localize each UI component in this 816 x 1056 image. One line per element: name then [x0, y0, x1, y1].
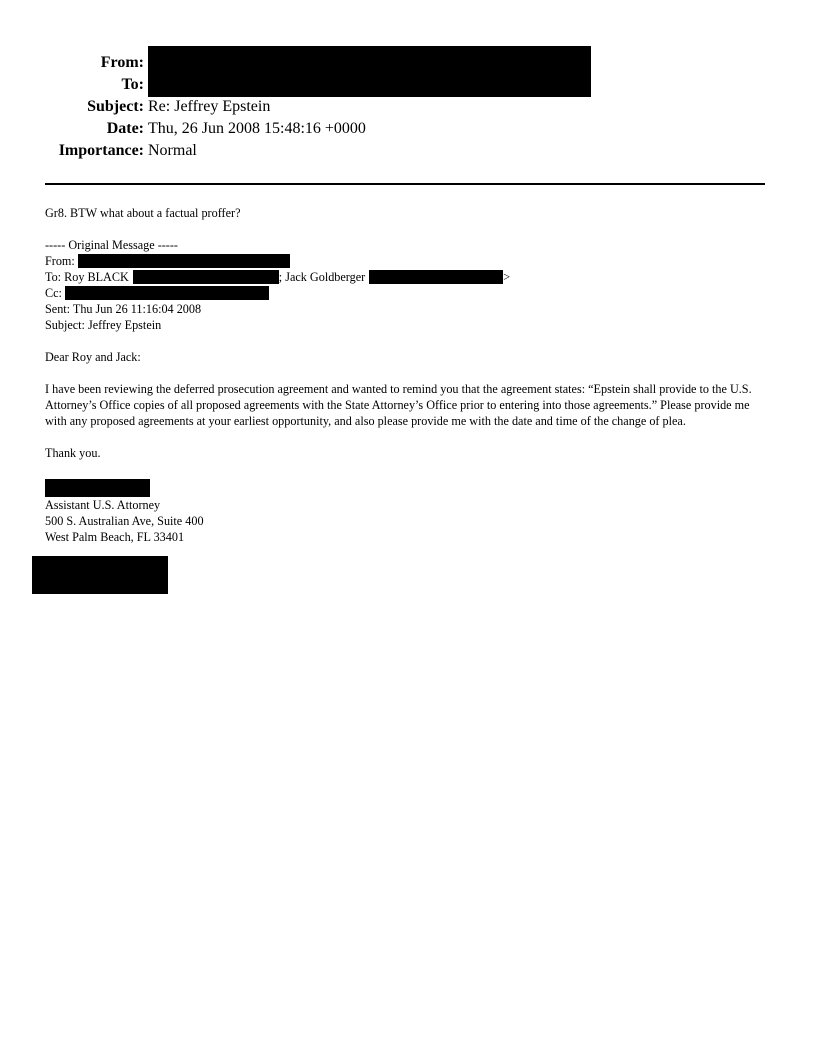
- redaction-black-email: [133, 270, 279, 284]
- redaction-original-cc: [65, 286, 269, 300]
- original-cc-line: [45, 285, 765, 301]
- original-to-line: [45, 269, 765, 285]
- original-message-marker: ----- Original Message -----: [45, 238, 178, 252]
- original-cc-label: Cc:: [45, 286, 62, 300]
- subject-value: Re: Jeffrey Epstein: [148, 98, 271, 115]
- original-sent-line: Sent: Thu Jun 26 11:16:04 2008: [45, 302, 202, 316]
- body-paragraph: I have been reviewing the deferred prosecution agreement and wanted to remind you that the agreement states: “Epstein shall provide to the U.S. Attorney’s Office copies of all proposed agreements with the State Attorney’s Office prior to entering into those agreements.” Please provide me with any proposed agreements at your earliest opportunity, and also please provide me with the date and time of the change of plea.: [45, 382, 752, 428]
- importance-value: Normal: [148, 142, 197, 159]
- redaction-signature-name: [45, 479, 150, 497]
- redaction-original-from: [78, 254, 290, 268]
- greeting: Dear Roy and Jack:: [45, 350, 141, 364]
- signature-address-2: West Palm Beach, FL 33401: [45, 530, 185, 544]
- header-subject-row: [0, 96, 816, 118]
- message-body: [45, 205, 765, 545]
- redaction-from-to: [148, 46, 591, 97]
- header-divider: [45, 183, 765, 185]
- original-to-separator: ; Jack Goldberger: [278, 270, 366, 284]
- original-from-label: From:: [45, 254, 75, 268]
- redaction-signature-contact: [32, 556, 168, 594]
- thanks: Thank you.: [45, 446, 101, 460]
- original-to-label: To: Roy BLACK: [45, 270, 129, 284]
- header-importance-row: [0, 140, 816, 162]
- to-label: To:: [121, 76, 144, 93]
- signature-address-1: 500 S. Australian Ave, Suite 400: [45, 514, 204, 528]
- date-label: Date:: [106, 120, 144, 137]
- importance-label: Importance:: [58, 142, 144, 159]
- redaction-goldberger-email: [369, 270, 503, 284]
- date-value: Thu, 26 Jun 2008 15:48:16 +0000: [148, 120, 366, 137]
- original-subject-line: Subject: Jeffrey Epstein: [45, 318, 162, 332]
- header-date-row: [0, 118, 816, 140]
- reply-text: Gr8. BTW what about a factual proffer?: [45, 206, 241, 220]
- from-label: From:: [100, 54, 144, 71]
- original-to-end: >: [503, 270, 511, 284]
- signature-title: Assistant U.S. Attorney: [45, 498, 161, 512]
- subject-label: Subject:: [87, 98, 144, 115]
- original-from-line: [45, 253, 765, 269]
